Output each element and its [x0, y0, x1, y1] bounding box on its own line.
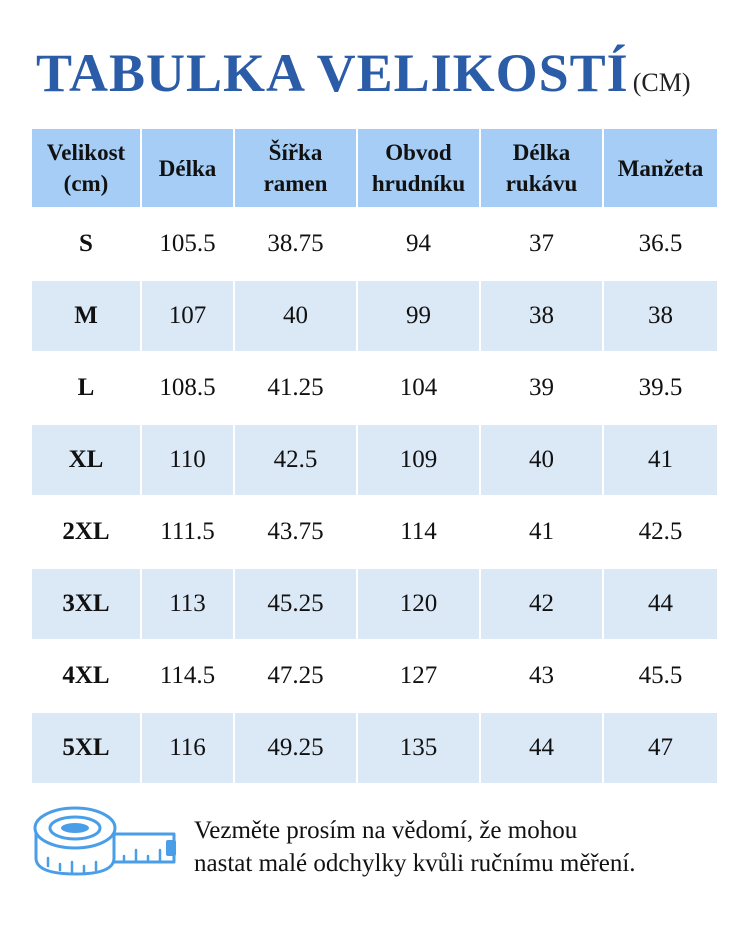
table-row — [32, 353, 717, 423]
cell-cuff: 42.5 — [638, 518, 683, 545]
cell-shoulder-width: 38.75 — [267, 230, 324, 257]
cell-sleeve-length: 40 — [481, 425, 602, 495]
size-chart-title — [36, 42, 690, 104]
cell-size: 2XL — [62, 518, 110, 545]
cell-sleeve-length: 37 — [529, 230, 554, 257]
cell-size: 5XL — [32, 713, 140, 783]
cell-size: 3XL — [32, 569, 140, 639]
cell-size: XL — [32, 425, 140, 495]
measuring-tape-icon — [28, 800, 180, 880]
cell-chest: 99 — [358, 281, 479, 351]
cell-sleeve-length: 39 — [529, 374, 554, 401]
cell-length: 105.5 — [159, 230, 216, 257]
table-row — [32, 281, 717, 351]
cell-length: 107 — [142, 281, 233, 351]
header-size: Velikost (cm) — [32, 129, 140, 207]
cell-chest: 109 — [358, 425, 479, 495]
cell-chest: 135 — [358, 713, 479, 783]
cell-length: 114.5 — [159, 662, 216, 689]
table-row — [32, 569, 717, 639]
cell-chest: 104 — [399, 374, 438, 401]
header-shoulder-width: Šířka ramen — [235, 129, 356, 207]
measurement-note — [28, 800, 728, 890]
cell-length: 108.5 — [159, 374, 216, 401]
cell-shoulder-width: 45.25 — [235, 569, 356, 639]
cell-sleeve-length: 41 — [529, 518, 554, 545]
note-text — [194, 814, 734, 880]
cell-length: 110 — [142, 425, 233, 495]
cell-size: S — [79, 230, 93, 257]
cell-size: L — [77, 374, 95, 401]
header-cuff: Manžeta — [604, 129, 717, 207]
title-unit: (CM) — [632, 68, 691, 97]
cell-size: M — [32, 281, 140, 351]
note-line-1: Vezměte prosím na vědomí, že mohou — [194, 817, 578, 844]
table-row — [32, 425, 717, 495]
cell-length: 113 — [142, 569, 233, 639]
cell-shoulder-width: 42.5 — [235, 425, 356, 495]
cell-sleeve-length: 44 — [481, 713, 602, 783]
cell-cuff: 36.5 — [638, 230, 683, 257]
header-row — [32, 129, 717, 207]
cell-cuff: 41 — [604, 425, 717, 495]
table-row — [32, 209, 717, 279]
table-row — [32, 641, 717, 711]
cell-size: 4XL — [62, 662, 110, 689]
cell-cuff: 44 — [604, 569, 717, 639]
cell-chest: 127 — [399, 662, 438, 689]
cell-sleeve-length: 43 — [529, 662, 554, 689]
note-line-2: nastat malé odchylky kvůli ručnímu měření. — [194, 850, 636, 877]
cell-sleeve-length: 42 — [481, 569, 602, 639]
cell-shoulder-width: 41.25 — [267, 374, 324, 401]
cell-sleeve-length: 38 — [481, 281, 602, 351]
table-row — [32, 713, 717, 783]
cell-length: 116 — [142, 713, 233, 783]
header-length: Délka — [142, 129, 233, 207]
table-row — [32, 497, 717, 567]
cell-cuff: 39.5 — [638, 374, 683, 401]
cell-cuff: 47 — [604, 713, 717, 783]
header-chest: Obvod hrudníku — [358, 129, 479, 207]
header-sleeve-length: Délka rukávu — [481, 129, 602, 207]
cell-chest: 120 — [358, 569, 479, 639]
cell-shoulder-width: 43.75 — [267, 518, 324, 545]
cell-chest: 114 — [400, 518, 437, 545]
cell-chest: 94 — [406, 230, 431, 257]
cell-length: 111.5 — [160, 518, 215, 545]
cell-cuff: 38 — [604, 281, 717, 351]
cell-shoulder-width: 49.25 — [235, 713, 356, 783]
cell-shoulder-width: 40 — [235, 281, 356, 351]
title-main: TABULKA VELIKOSTÍ — [36, 43, 629, 103]
size-table — [30, 127, 719, 785]
cell-cuff: 45.5 — [638, 662, 683, 689]
cell-shoulder-width: 47.25 — [267, 662, 324, 689]
